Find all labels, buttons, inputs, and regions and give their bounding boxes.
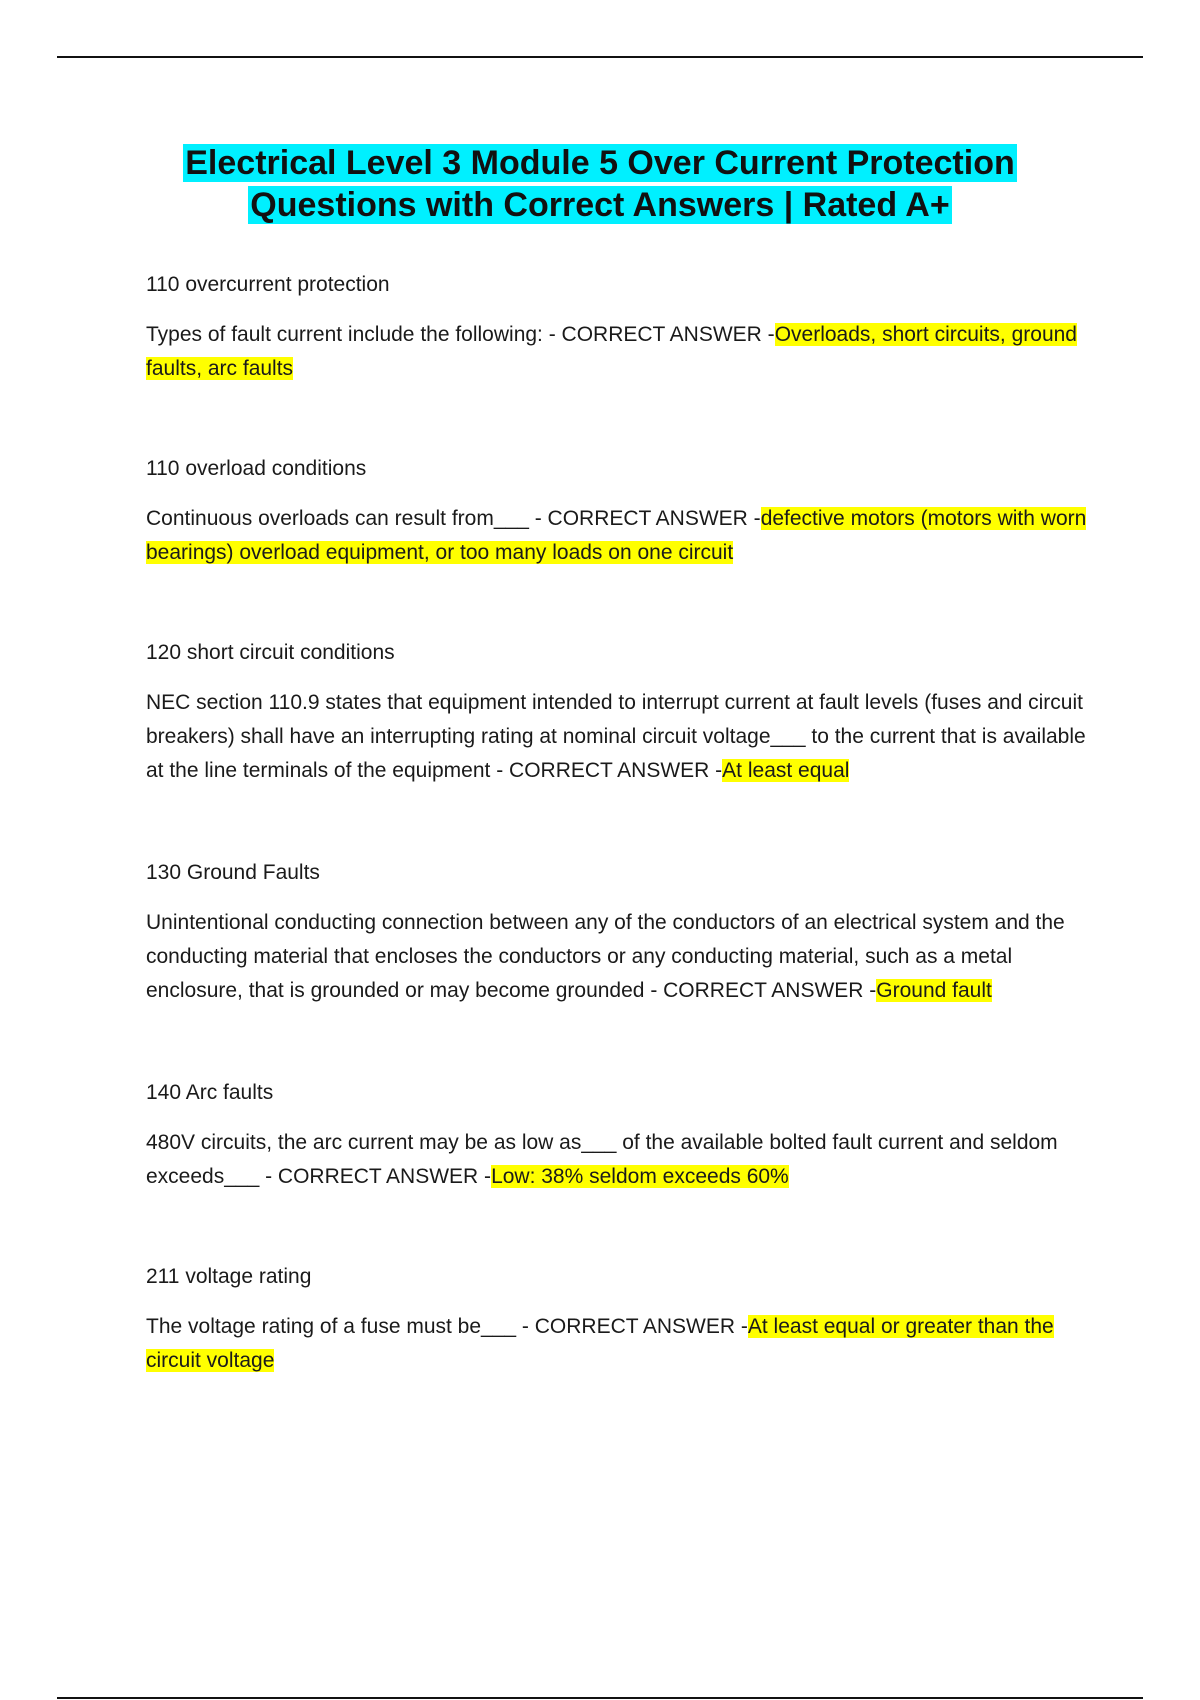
qa-list (146, 268, 1096, 1378)
answer-prefix: - CORRECT ANSWER - (516, 1315, 748, 1338)
qa-topic: 120 short circuit conditions (146, 641, 395, 664)
qa-item (146, 1076, 1096, 1194)
qa-text (146, 318, 1096, 386)
answer-prefix: - CORRECT ANSWER - (528, 507, 761, 530)
qa-question: Unintentional conducting connection between any of the conductors of an electrical system and the conducting material that encloses the conductors or any conducting material, such as a metal enclosure, that is grounded or may become grounded (146, 911, 1065, 1002)
qa-topic: 140 Arc faults (146, 1081, 274, 1104)
answer-prefix: - CORRECT ANSWER - (542, 323, 775, 346)
answer-prefix: - CORRECT ANSWER - (490, 759, 723, 782)
qa-question: Continuous overloads can result from___ (146, 507, 529, 530)
qa-question: Types of fault current include the following: (146, 323, 543, 346)
answer-prefix: - CORRECT ANSWER - (644, 979, 877, 1002)
qa-text (146, 502, 1096, 570)
qa-item (146, 268, 1096, 386)
qa-question: The voltage rating of a fuse must be___ (146, 1315, 517, 1338)
qa-question: NEC section 110.9 states that equipment intended to interrupt current at fault levels (fuses and circuit breakers) shall have an interrupting rating at nominal circuit voltage___ to the current that is available at the line terminals of the equipment (146, 691, 1086, 782)
qa-item (146, 452, 1096, 570)
document-title (100, 142, 1100, 226)
qa-text (146, 686, 1096, 788)
qa-topic: 110 overload conditions (146, 457, 367, 480)
qa-text (146, 906, 1096, 1008)
qa-question: 480V circuits, the arc current may be as low as___ of the available bolted fault current and seldom exceeds___ (146, 1131, 1058, 1188)
qa-item (146, 1260, 1096, 1378)
qa-answer: At least equal (722, 759, 850, 782)
qa-answer: defective motors (motors with worn bearings) overload equipment, or too many loads on one circuit (146, 507, 1087, 564)
bottom-rule (57, 1697, 1143, 1699)
answer-prefix: - CORRECT ANSWER - (259, 1165, 492, 1188)
qa-answer: Overloads, short circuits, ground faults, arc faults (146, 323, 1077, 380)
qa-answer: Low: 38% seldom exceeds 60% (491, 1165, 789, 1188)
qa-text (146, 1126, 1096, 1194)
qa-item (146, 636, 1096, 788)
qa-topic: 130 Ground Faults (146, 861, 320, 884)
title-line-2: Questions with Correct Answers | Rated A+ (250, 186, 950, 224)
qa-item (146, 856, 1096, 1008)
qa-topic: 110 overcurrent protection (146, 273, 390, 296)
top-rule (57, 56, 1143, 58)
qa-answer: At least equal or greater than the circuit voltage (146, 1315, 1054, 1372)
qa-text (146, 1310, 1096, 1378)
qa-topic: 211 voltage rating (146, 1265, 312, 1288)
title-line-1: Electrical Level 3 Module 5 Over Current Protection (185, 144, 1015, 182)
qa-answer: Ground fault (876, 979, 992, 1002)
